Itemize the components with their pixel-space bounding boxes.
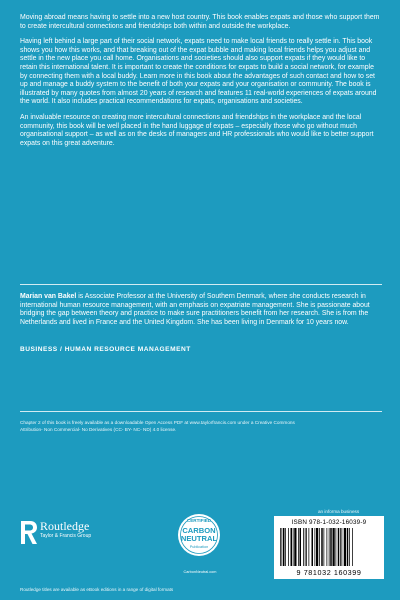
barcode-bar <box>306 528 307 566</box>
routledge-logo-icon <box>20 520 38 545</box>
barcode-bar <box>291 528 293 566</box>
barcode-bar <box>294 528 296 566</box>
isbn-barcode-box <box>274 516 384 579</box>
barcode-bar <box>321 528 323 566</box>
author-name: Marian van Bakel <box>20 293 77 300</box>
barcode-bar <box>319 528 320 566</box>
barcode-bar <box>280 528 281 566</box>
barcode-bar <box>352 528 353 566</box>
barcode-bar <box>288 528 289 566</box>
barcode-bar <box>324 528 325 566</box>
barcode-bar <box>283 528 285 566</box>
barcode-bar <box>298 528 299 566</box>
neutral-text: NEUTRAL <box>180 534 218 543</box>
barcode-bar <box>293 528 294 566</box>
publication-text: Publication <box>189 545 209 549</box>
barcode-bar <box>309 528 310 566</box>
carbon-certified-text: CERTIFIED <box>186 518 212 523</box>
barcode-bar <box>305 528 306 566</box>
publisher-name: Routledge <box>40 519 90 533</box>
isbn-label: ISBN 978-1-032-16039-9 <box>291 519 367 526</box>
blurb <box>20 14 382 155</box>
carbon-neutral-badge-icon <box>176 508 222 574</box>
barcode-bar <box>312 528 314 566</box>
barcode-bar <box>303 528 304 566</box>
barcode-bar <box>282 528 283 566</box>
isbn-digits: 9 781032 160399 <box>296 568 362 577</box>
barcode-bar <box>347 528 349 566</box>
barcode-bar <box>344 528 346 566</box>
informa-tagline: an informa business <box>318 509 360 514</box>
barcode-bar <box>349 528 350 566</box>
blurb-paragraph-2: Having left behind a large part of their social network, expats need to make local friends to really settle in. This book shows you how this works, and that breaking out of the expat bubble and making local friends helps you adjust and settle in the new place you call home. Organisations and societies should also support expats if they would like to retain this international talent. It is important to create the conditions for expats to build a social network, for example by connecting them with a local buddy. Learn more in this book about the advantages of such contact and how to set up and manage a buddy system to the benefit of both your expats and your organisation or community. The book is illustrated by many quotes from almost 20 years of research and features 11 real-world experiences of expats around the world. It also includes practical recommendations for expats, organisations and societies. <box>20 38 377 106</box>
barcode-bar <box>285 528 286 566</box>
publisher-group: Taylor & Francis Group <box>40 533 92 539</box>
barcode-bar <box>342 528 343 566</box>
blurb-paragraph-3: An invaluable resource on creating more intercultural connections and friendships in the workplace and the local community, this book will be well placed in the hand luggage of expats – especially those who go without much organisational support – as well as on the desks of managers and HR professionals who would like to better support expats on this great adventure. <box>20 113 374 147</box>
ebook-availability-note: Routledge titles are available as eBook editions in a range of digital formats <box>20 587 174 592</box>
barcode-bar <box>340 528 341 566</box>
barcode-bar <box>315 528 316 566</box>
barcode-icon <box>280 528 378 566</box>
subject-category: BUSINESS / HUMAN RESOURCE MANAGEMENT <box>20 346 191 353</box>
carbon-neutral-url: CarbonNeutral.com <box>183 570 217 574</box>
barcode-bar <box>336 528 337 566</box>
author-bio <box>20 293 382 327</box>
publisher-logo <box>40 520 91 540</box>
divider-bottom <box>20 411 382 412</box>
barcode-bar <box>338 528 340 566</box>
author-bio-text: is Associate Professor at the University of Southern Denmark, where she conducts research in international human resource management, with an emphasis on expatriate management. She is passionate about bridging the gap between theory and practice to make sure practitioners benefit from her research. She is from the Netherlands and lived in France and the United Kingdom. She has been living in Denmark for 10 years now. <box>20 293 370 326</box>
barcode-bar <box>329 528 330 566</box>
barcode-bar <box>316 528 318 566</box>
blurb-paragraph-1: Moving abroad means having to settle into a new host country. This book enables expats and those who support them to create intercultural connections and friendships both within and outside the workplace. <box>20 14 380 30</box>
carbon-text: CARBON <box>182 526 216 535</box>
barcode-bar <box>333 528 335 566</box>
open-access-note: Chapter 2 of this book is freely available as a downloadable Open Access PDF at www.taylorfrancis.com under a Creative Commons Attribution- Non Commercial- No Derivatives (CC- BY- NC- ND) 4.0 license. <box>20 420 295 432</box>
barcode-bar <box>330 528 332 566</box>
divider-top <box>20 284 382 285</box>
barcode-bar <box>327 528 328 566</box>
barcode-bar <box>300 528 302 566</box>
